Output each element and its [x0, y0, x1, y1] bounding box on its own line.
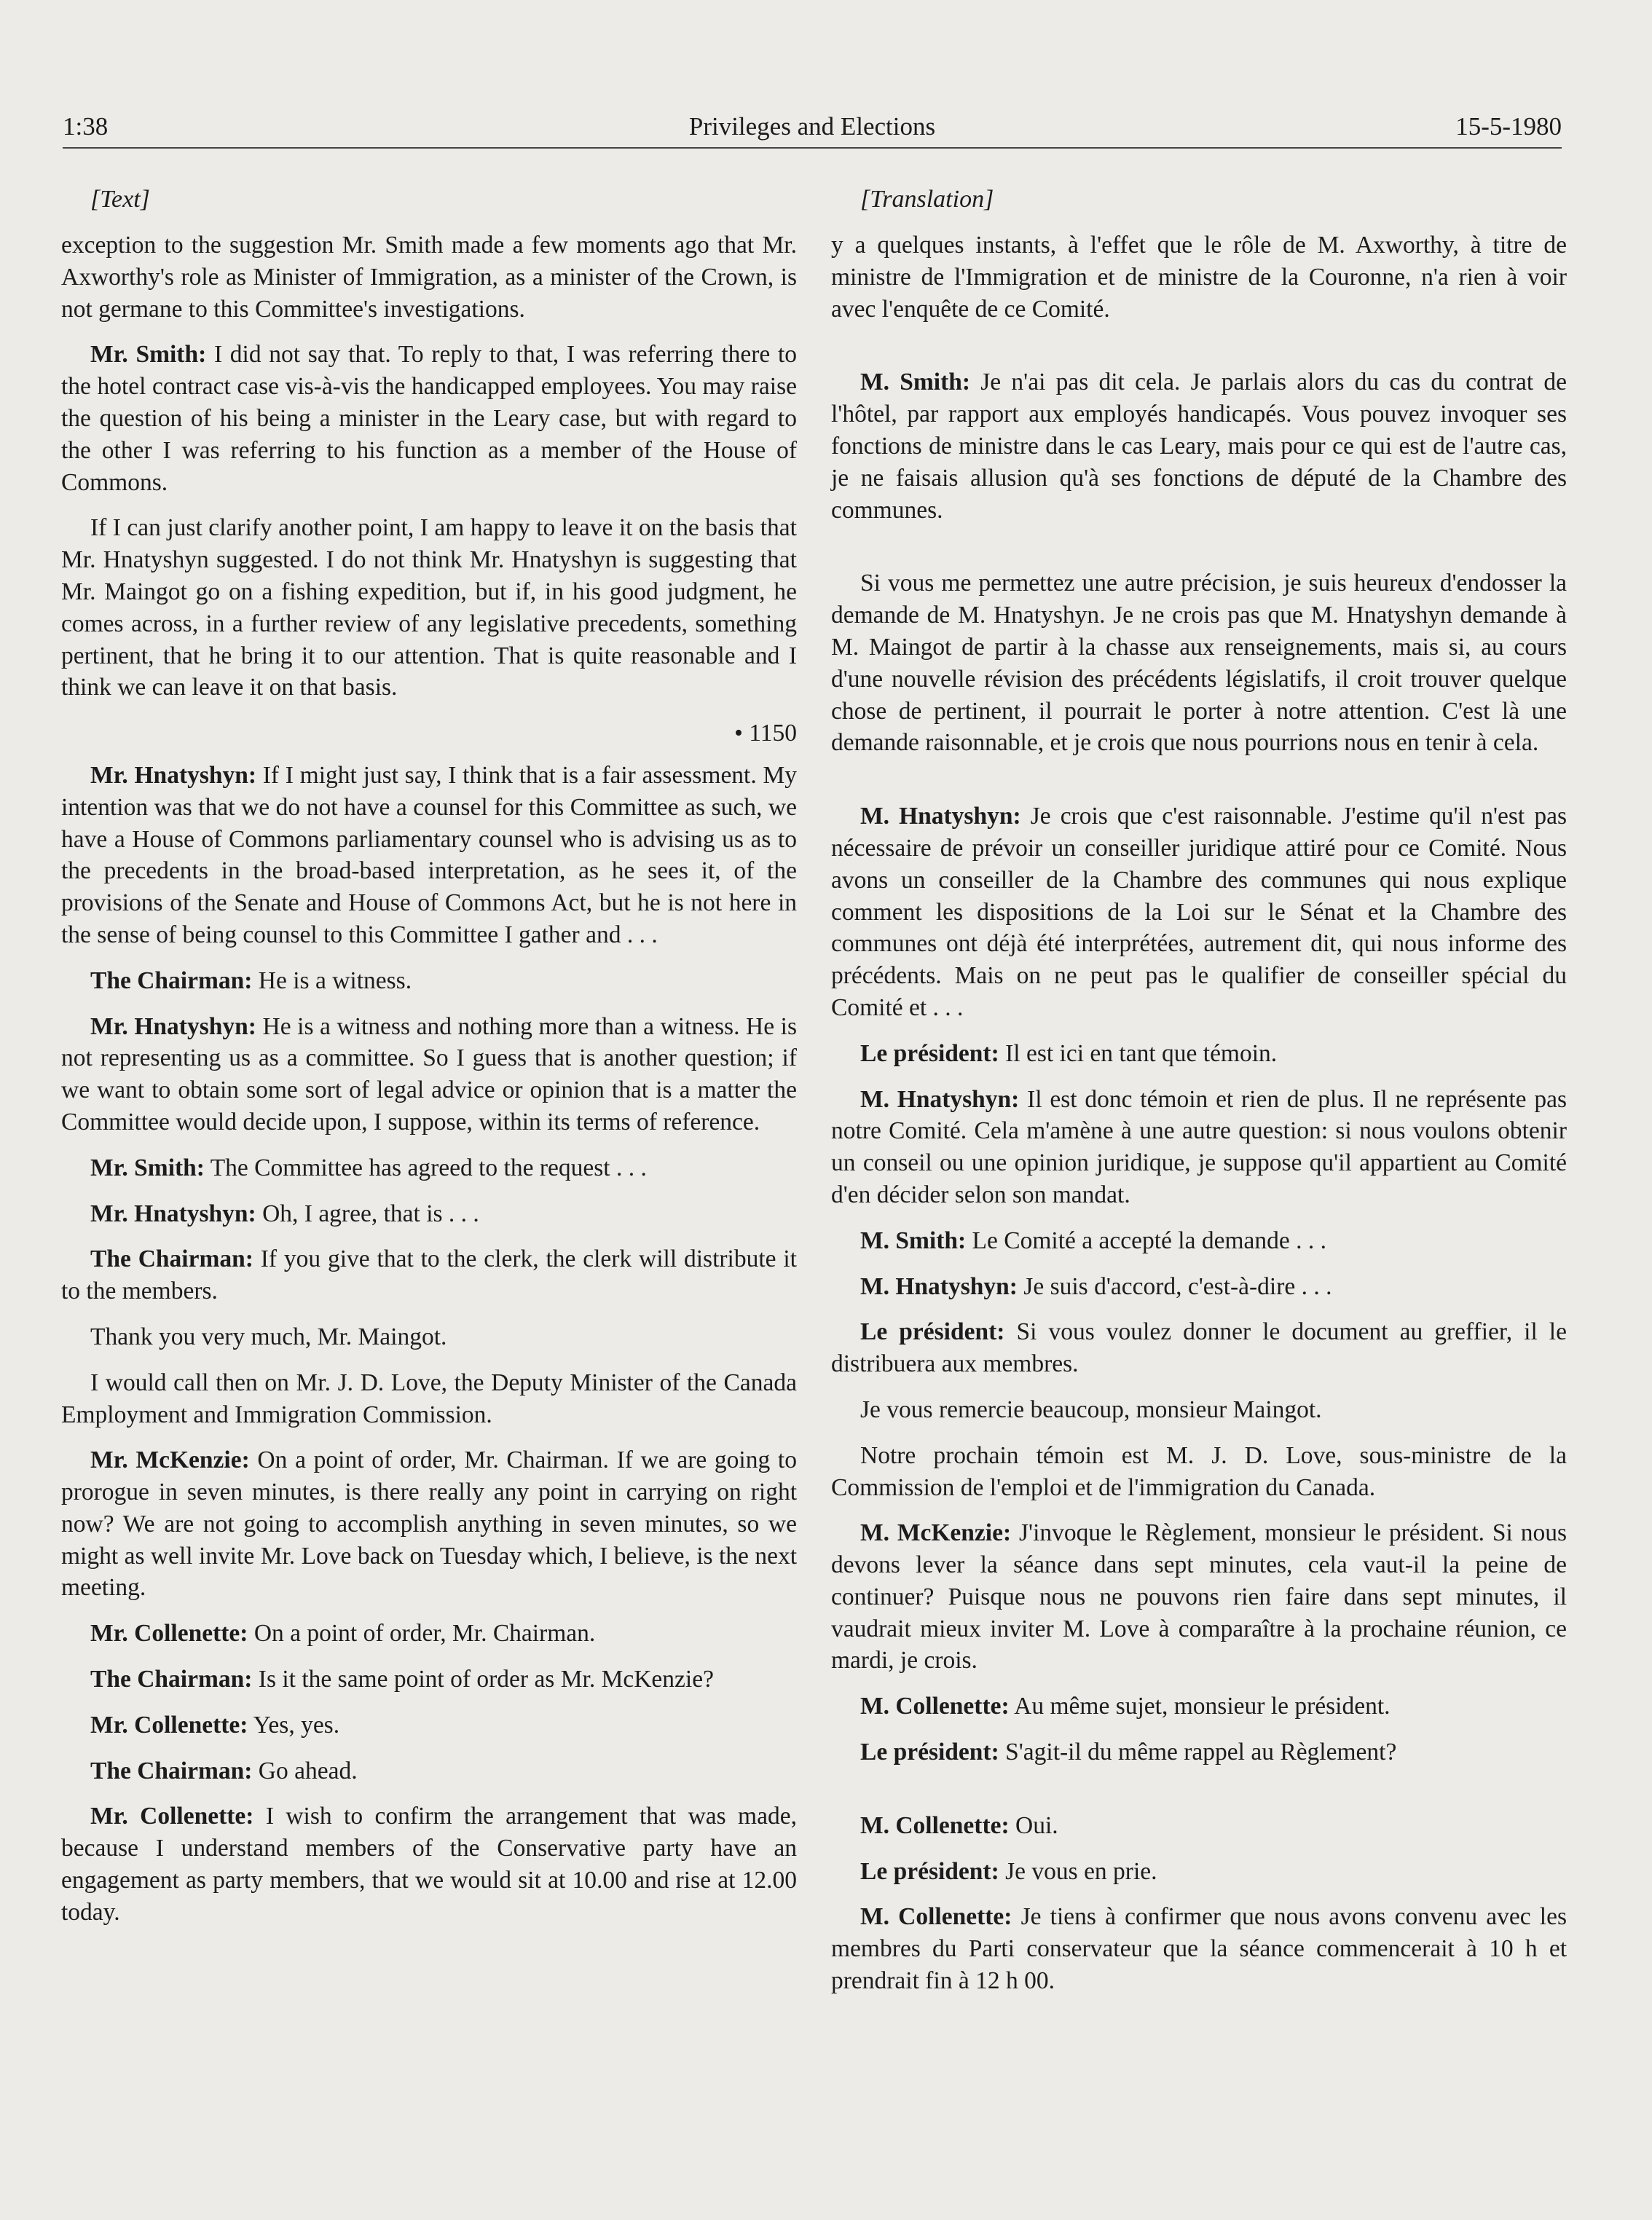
speech: Il est ici en tant que témoin. [999, 1039, 1278, 1067]
paragraph [61, 965, 797, 997]
language-tag: [Text] [90, 186, 150, 213]
paragraph: Si vous me permettez une autre précision, je suis heureux d'endosser la demande de M. Hnatyshyn. Je ne crois pas que M. Hnatyshyn demande à M. Maingot de partir à la chasse aux renseignements, mais si, au cours d'une nouvelle révision des précédents législatifs, il croit trouver quelque chose de pertinent, il pourrait le porter à notre attention. C'est là une demande raisonnable, et je crois que nous pourrions nous en tenir à cela. [831, 570, 1567, 757]
speaker: M. Smith: [860, 1227, 967, 1254]
speaker: M. Hnatyshyn: [860, 1085, 1020, 1113]
speech: The Committee has agreed to the request . . . [204, 1154, 647, 1181]
paragraph [831, 1901, 1567, 1996]
page-header [63, 106, 1562, 149]
speaker: M. Collenette: [860, 1693, 1010, 1720]
speech: He is a witness. [252, 967, 412, 994]
paragraph [61, 339, 797, 498]
time-marker: • 1150 [734, 720, 797, 747]
speaker: The Chairman: [90, 1245, 253, 1273]
paragraph [831, 1225, 1567, 1257]
paragraph [61, 1243, 797, 1307]
speaker: Le président: [860, 1857, 999, 1885]
speech: S'agit-il du même rappel au Règlement? [999, 1739, 1397, 1766]
speaker: Mr. Collenette: [90, 1711, 248, 1739]
paragraph [831, 800, 1567, 1024]
paragraph [831, 1316, 1567, 1380]
paragraph: y a quelques instants, à l'effet que le rôle de M. Axworthy, à titre de ministre de l'Immigration et de ministre de la Couronne, n'a rien à voir avec l'enquête de ce Comité. [831, 232, 1567, 323]
paragraph [61, 1444, 797, 1604]
speaker: M. Hnatyshyn: [860, 1272, 1018, 1300]
paragraph [831, 1038, 1567, 1070]
speaker: The Chairman: [90, 967, 253, 994]
speaker: M. Hnatyshyn: [860, 803, 1021, 830]
paragraph [61, 1755, 797, 1787]
speech: On a point of order, Mr. Chairman. [248, 1620, 596, 1648]
speech: Si vous voulez donner le document au greffier, il le distribuera aux membres. [831, 1318, 1567, 1378]
speech: Je vous en prie. [999, 1857, 1157, 1885]
paragraph [61, 1800, 797, 1928]
speaker: Mr. Collenette: [90, 1620, 248, 1648]
speaker: M. McKenzie: [860, 1519, 1012, 1547]
speaker: Mr. Smith: [90, 1154, 205, 1181]
speaker: Mr. McKenzie: [90, 1446, 250, 1474]
paragraph [831, 1271, 1567, 1303]
speech: Yes, yes. [248, 1711, 340, 1739]
speaker: Mr. Smith: [90, 341, 207, 369]
speaker: Le président: [860, 1739, 999, 1766]
paragraph [831, 366, 1567, 526]
speech: Il est donc témoin et rien de plus. Il ne représente pas notre Comité. Cela m'amène à une autre question: si nous voulons obtenir un conseil ou une opinion juridique, je suppose qu'il appartient au Comité d'en décider selon son mandat. [831, 1085, 1567, 1208]
speech: Je crois que c'est raisonnable. J'estime qu'il n'est pas nécessaire de prévoir un conseiller juridique attiré pour ce Comité. Nous avons un conseiller de la Chambre des communes qui nous explique comment les dispositions de la Loi sur le Sénat et la Chambre des communes ont déjà été interprétées, autrement dit, qui nous informe des précédents. Mais on ne peut pas le qualifier de conseiller spécial du Comité et . . . [831, 803, 1567, 1021]
paragraph [61, 1618, 797, 1650]
paragraph: Notre prochain témoin est M. J. D. Love, sous-ministre de la Commission de l'emploi et de l'immigration du Canada. [831, 1441, 1567, 1501]
paragraph [831, 1084, 1567, 1211]
paragraph [61, 1198, 797, 1230]
speech: Oui. [1009, 1811, 1058, 1839]
paragraph [831, 1736, 1567, 1768]
speech: He is a witness and nothing more than a witness. He is not representing us as a committee. So I guess that is another question; if we want to obtain some sort of legal advice or opinion that is a matter the Committee would decide upon, I suppose, within its terms of reference. [61, 1012, 797, 1135]
speech: Le Comité a accepté la demande . . . [966, 1227, 1326, 1254]
page-date: 15-5-1980 [1455, 112, 1562, 141]
speaker: M. Collenette: [860, 1811, 1010, 1839]
speech: Je n'ai pas dit cela. Je parlais alors du cas du contrat de l'hôtel, par rapport aux employés handicapés. Vous pouvez invoquer ses fonctions de ministre dans le cas Leary, mais pour ce qui est de l'autre cas, je ne faisais allusion qu'à ses fonctions de député de la Chambre des communes. [831, 369, 1568, 524]
paragraph: If I can just clarify another point, I am happy to leave it on the basis that Mr. Hnatyshyn suggested. I do not think Mr. Hnatyshyn is suggesting that Mr. Maingot go on a fishing expedition, but if, in his good judgment, he comes across, in a further review of any legislative precedents, something pertinent, that he bring it to our attention. That is quite reasonable and I think we can leave it on that basis. [61, 514, 797, 701]
speech: Au même sujet, monsieur le président. [1009, 1693, 1391, 1720]
speech: If you give that to the clerk, the clerk will distribute it to the members. [61, 1245, 797, 1305]
running-title: Privileges and Elections [688, 112, 936, 141]
speaker: Le président: [860, 1039, 999, 1067]
speech: Go ahead. [252, 1757, 358, 1784]
speech: Je tiens à confirmer que nous avons convenu avec les membres du Parti conservateur que la séance commencerait à 10 h et prendrait fin à 12 h 00. [831, 1903, 1567, 1995]
paragraph [61, 1011, 797, 1138]
speaker: Mr. Hnatyshyn: [90, 761, 257, 789]
paragraph [61, 760, 797, 951]
speaker: Mr. Hnatyshyn: [90, 1012, 256, 1040]
speech: J'invoque le Règlement, monsieur le président. Si nous devons lever la séance dans sept minutes, cela vaut-il la peine de continuer? Puisque nous ne pouvons rien faire dans sept minutes, il vaudrait mieux inviter M. Love à comparaître à la prochaine réunion, ce mardi, je crois. [831, 1519, 1568, 1674]
paragraph [831, 1517, 1567, 1677]
speaker: Mr. Hnatyshyn: [90, 1200, 256, 1227]
english-column [61, 184, 797, 1942]
paragraph [61, 1664, 797, 1696]
paragraph: exception to the suggestion Mr. Smith made a few moments ago that Mr. Axworthy's role as Minister of Immigration, as a minister of the Crown, is not germane to this Committee's investigations. [61, 232, 797, 323]
french-column [831, 184, 1567, 2011]
speaker: M. Collenette: [860, 1903, 1012, 1931]
speaker: Mr. Collenette: [90, 1803, 254, 1830]
speech: Je suis d'accord, c'est-à-dire . . . [1017, 1272, 1332, 1300]
speech: Is it the same point of order as Mr. McKenzie? [252, 1666, 714, 1693]
page-number: 1:38 [63, 112, 109, 141]
paragraph [831, 1690, 1567, 1723]
speech: I did not say that. To reply to that, I was referring there to the hotel contract case vis-à-vis the handicapped employees. You may raise the question of his being a minister in the Leary case, but with regard to the other I was referring to his function as a member of the House of Commons. [61, 341, 798, 496]
paragraph [61, 1152, 797, 1184]
paragraph: I would call then on Mr. J. D. Love, the Deputy Minister of the Canada Employment and Immigration Commission. [61, 1369, 797, 1428]
speech: I wish to confirm the arrangement that was made, because I understand members of the Conservative party have an engagement as party members, that we would sit at 10.00 and rise at 12.00 today. [61, 1803, 797, 1926]
speech: Oh, I agree, that is . . . [256, 1200, 479, 1227]
paragraph [61, 1709, 797, 1741]
paragraph [831, 1810, 1567, 1842]
speaker: The Chairman: [90, 1757, 253, 1784]
speaker: M. Smith: [860, 369, 971, 396]
speech: If I might just say, I think that is a fair assessment. My intention was that we do not have a counsel for this Committee as such, we have a House of Commons parliamentary counsel who is advising us as to the precedents in the broad-based interpretation, as he sees it, of the provisions of the Senate and House of Commons Act, but he is not here in the sense of being counsel to this Committee I gather and . . . [61, 761, 797, 948]
paragraph: Thank you very much, Mr. Maingot. [90, 1323, 447, 1350]
speaker: The Chairman: [90, 1666, 253, 1693]
speech: On a point of order, Mr. Chairman. If we are going to prorogue in seven minutes, is there really any point in carrying on right now? We are not going to accomplish anything in seven minutes, so we might as well invite Mr. Love back on Tuesday which, I believe, is the next meeting. [61, 1446, 797, 1602]
language-tag: [Translation] [860, 186, 994, 213]
paragraph [831, 1856, 1567, 1888]
paragraph: Je vous remercie beaucoup, monsieur Maingot. [860, 1396, 1322, 1423]
speaker: Le président: [860, 1318, 1005, 1346]
